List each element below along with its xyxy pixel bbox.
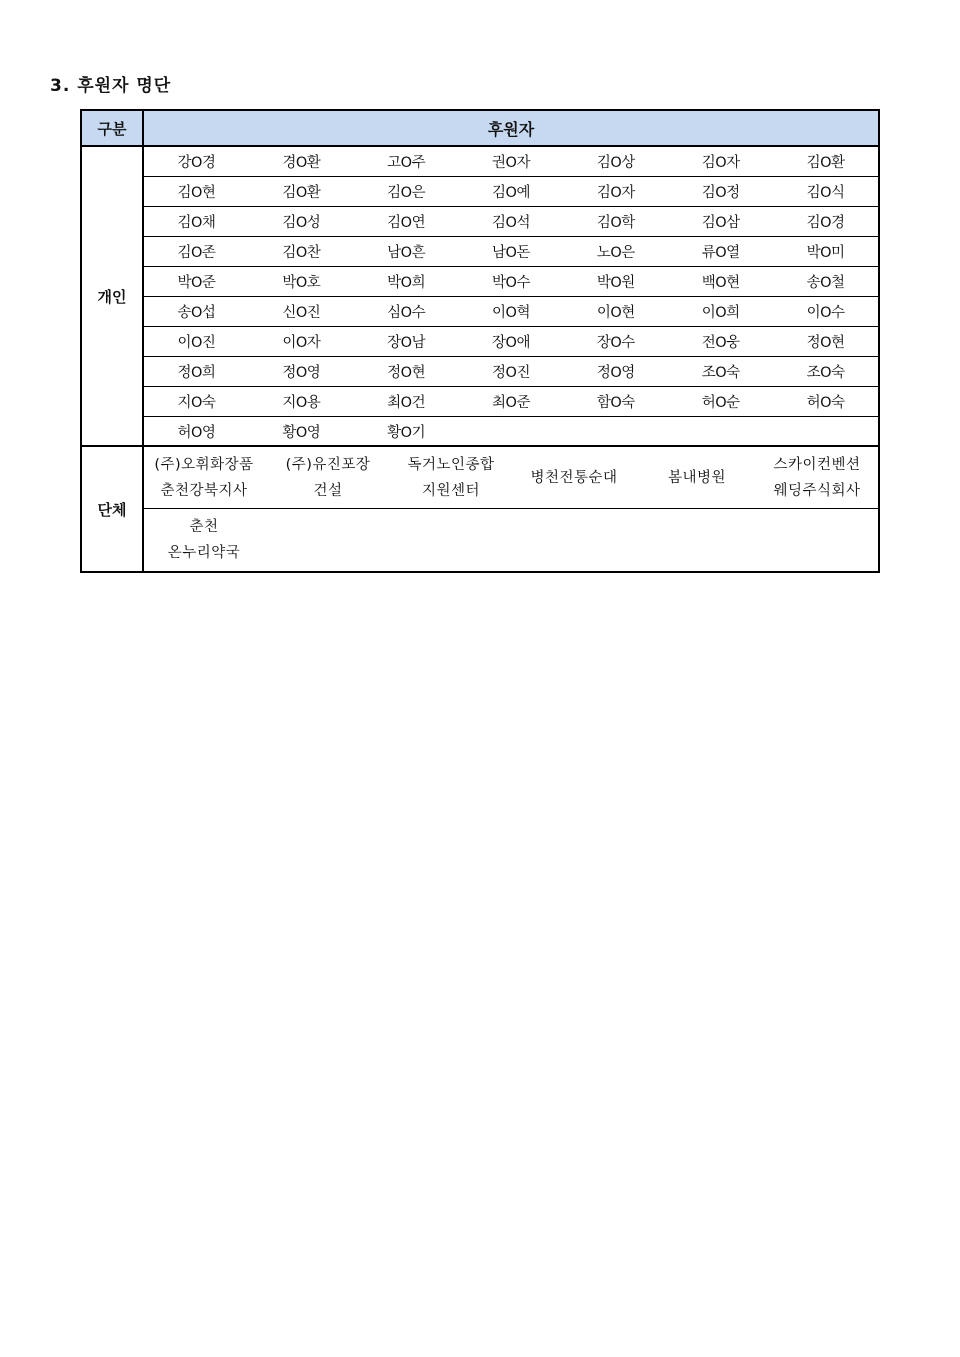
organization-name-line: 춘천강북지사	[160, 482, 248, 499]
donor-name-cell: 백O현	[701, 275, 740, 291]
donor-name-cell: 신O진	[282, 305, 321, 321]
individual-label: 개인	[82, 147, 144, 445]
donor-name-cell: 최O건	[387, 395, 426, 411]
donor-name-cell: 허O영	[177, 424, 216, 441]
donor-name-cell: 허O숙	[806, 395, 845, 411]
organization-name-line: (주)유진포장	[285, 456, 371, 473]
donors-header: 후원자	[487, 119, 535, 139]
donor-name-cell: 이O수	[806, 305, 845, 321]
donor-name-cell: 함O숙	[596, 395, 635, 411]
donor-name-cell: 심O수	[387, 305, 426, 321]
donor-name-cell: 이O진	[177, 335, 216, 351]
organization-name-line: 지원센터	[421, 482, 481, 499]
donor-name-cell	[773, 417, 878, 445]
donor-name-cell: 김O식	[806, 185, 845, 201]
donor-name-cell: 황O기	[387, 424, 426, 441]
organization-name-line: 병천전통순대	[530, 469, 618, 486]
organization-name-line: 독거노인종합	[407, 456, 495, 473]
donor-name-cell: 노O은	[596, 245, 635, 261]
donor-name-cell	[563, 417, 668, 445]
donor-name-cell: 김O자	[596, 185, 635, 201]
table-row	[144, 147, 878, 177]
donor-name-cell: 정O희	[177, 365, 216, 381]
table-row	[144, 447, 878, 509]
donor-name-cell: 정O영	[282, 365, 321, 381]
donor-name-cell: 김O삼	[701, 215, 740, 231]
donor-name-cell: 김O연	[387, 215, 426, 231]
organization-names	[144, 447, 878, 571]
table-row	[144, 417, 878, 445]
donor-name-cell: 조O숙	[701, 365, 740, 381]
donor-name-cell: 김O석	[492, 215, 530, 231]
table-row	[144, 357, 878, 387]
donor-name-cell: 전O웅	[701, 335, 740, 351]
organization-name-cell	[638, 447, 756, 508]
donor-name-cell: 최O준	[492, 395, 530, 411]
organization-group	[82, 447, 878, 571]
category-header: 구분	[82, 111, 144, 145]
table-row	[144, 327, 878, 357]
table-row	[144, 387, 878, 417]
organization-name-cell	[144, 447, 264, 508]
donor-name-cell: 김O현	[177, 185, 216, 201]
table-row	[144, 237, 878, 267]
donor-name-cell: 정O현	[806, 335, 845, 351]
donor-name-cell: 고O주	[387, 155, 426, 171]
table-row	[144, 267, 878, 297]
donor-name-cell: 허O순	[701, 395, 740, 411]
donor-name-cell: 김O채	[177, 215, 216, 231]
donor-name-cell: 박O준	[177, 275, 216, 291]
donor-name-cell: 지O숙	[177, 395, 216, 411]
donor-name-cell: 이O혁	[492, 305, 530, 321]
donor-name-cell: 박O미	[806, 245, 845, 261]
donor-name-cell: 정O영	[596, 365, 635, 381]
donor-name-cell: 송O철	[806, 275, 845, 291]
donor-name-cell: 김O찬	[282, 245, 321, 261]
donor-name-cell: 박O희	[387, 275, 426, 291]
table-row	[144, 509, 878, 571]
donor-name-cell: 박O수	[492, 275, 530, 291]
donor-name-cell: 황O영	[282, 424, 321, 441]
donor-name-cell: 김O환	[282, 185, 321, 201]
individual-names	[144, 147, 878, 445]
donor-name-cell: 김O학	[596, 215, 635, 231]
donor-name-cell: 이O자	[282, 335, 321, 351]
donor-name-cell	[668, 417, 773, 445]
donor-name-cell: 강O경	[177, 155, 216, 171]
donor-name-cell: 정O진	[492, 365, 530, 381]
donor-name-cell: 김O환	[806, 155, 845, 171]
donor-name-cell: 조O숙	[806, 365, 845, 381]
organization-name-line: 스카이컨벤션	[773, 456, 861, 473]
donor-name-cell: 남O흔	[387, 245, 426, 261]
table-row	[144, 297, 878, 327]
organization-name-cell	[756, 447, 878, 508]
organization-name-line: 봄내병원	[667, 469, 727, 486]
donor-name-cell: 경O환	[282, 155, 321, 171]
organization-name-line: 건설	[313, 482, 343, 499]
donor-name-cell: 김O경	[806, 215, 845, 231]
donor-name-cell: 김O정	[701, 185, 740, 201]
organization-name-cell	[510, 447, 638, 508]
donor-name-cell: 정O현	[387, 365, 426, 381]
organization-label: 단체	[82, 447, 144, 571]
donor-name-cell: 권O자	[492, 155, 530, 171]
donor-name-cell: 김O은	[387, 185, 426, 201]
donor-name-cell: 김O성	[282, 215, 321, 231]
organization-name-line: 춘천	[189, 519, 219, 535]
organization-name-line: 웨딩주식회사	[773, 482, 861, 499]
individual-group	[82, 147, 878, 447]
organization-name-line: (주)오휘화장품	[154, 456, 254, 473]
donor-name-cell: 박O호	[282, 275, 321, 291]
donor-name-cell: 김O예	[492, 185, 530, 201]
donor-name-cell: 남O돈	[492, 245, 530, 261]
donor-name-cell: 장O남	[387, 335, 426, 351]
organization-name-cell	[144, 509, 264, 571]
organization-name-cell	[264, 447, 392, 508]
table-row	[144, 207, 878, 237]
donor-name-cell: 박O원	[596, 275, 635, 291]
organization-name-line: 온누리약국	[167, 545, 241, 561]
donor-name-cell: 장O수	[596, 335, 635, 351]
donor-name-cell: 장O애	[492, 335, 530, 351]
donor-name-cell: 김O존	[177, 245, 216, 261]
donor-name-cell: 송O섭	[177, 305, 216, 321]
donor-name-cell: 이O현	[596, 305, 635, 321]
table-header-row	[82, 111, 878, 147]
donor-name-cell: 이O희	[701, 305, 740, 321]
donor-name-cell: 김O자	[701, 155, 740, 171]
donor-name-cell: 지O용	[282, 395, 321, 411]
donor-roster-table	[80, 109, 880, 573]
section-title: 3. 후원자 명단	[50, 76, 172, 96]
donor-name-cell: 류O열	[701, 245, 740, 261]
table-row	[144, 177, 878, 207]
organization-name-cell	[392, 447, 510, 508]
donor-name-cell: 김O상	[596, 155, 635, 171]
donor-name-cell	[459, 417, 564, 445]
